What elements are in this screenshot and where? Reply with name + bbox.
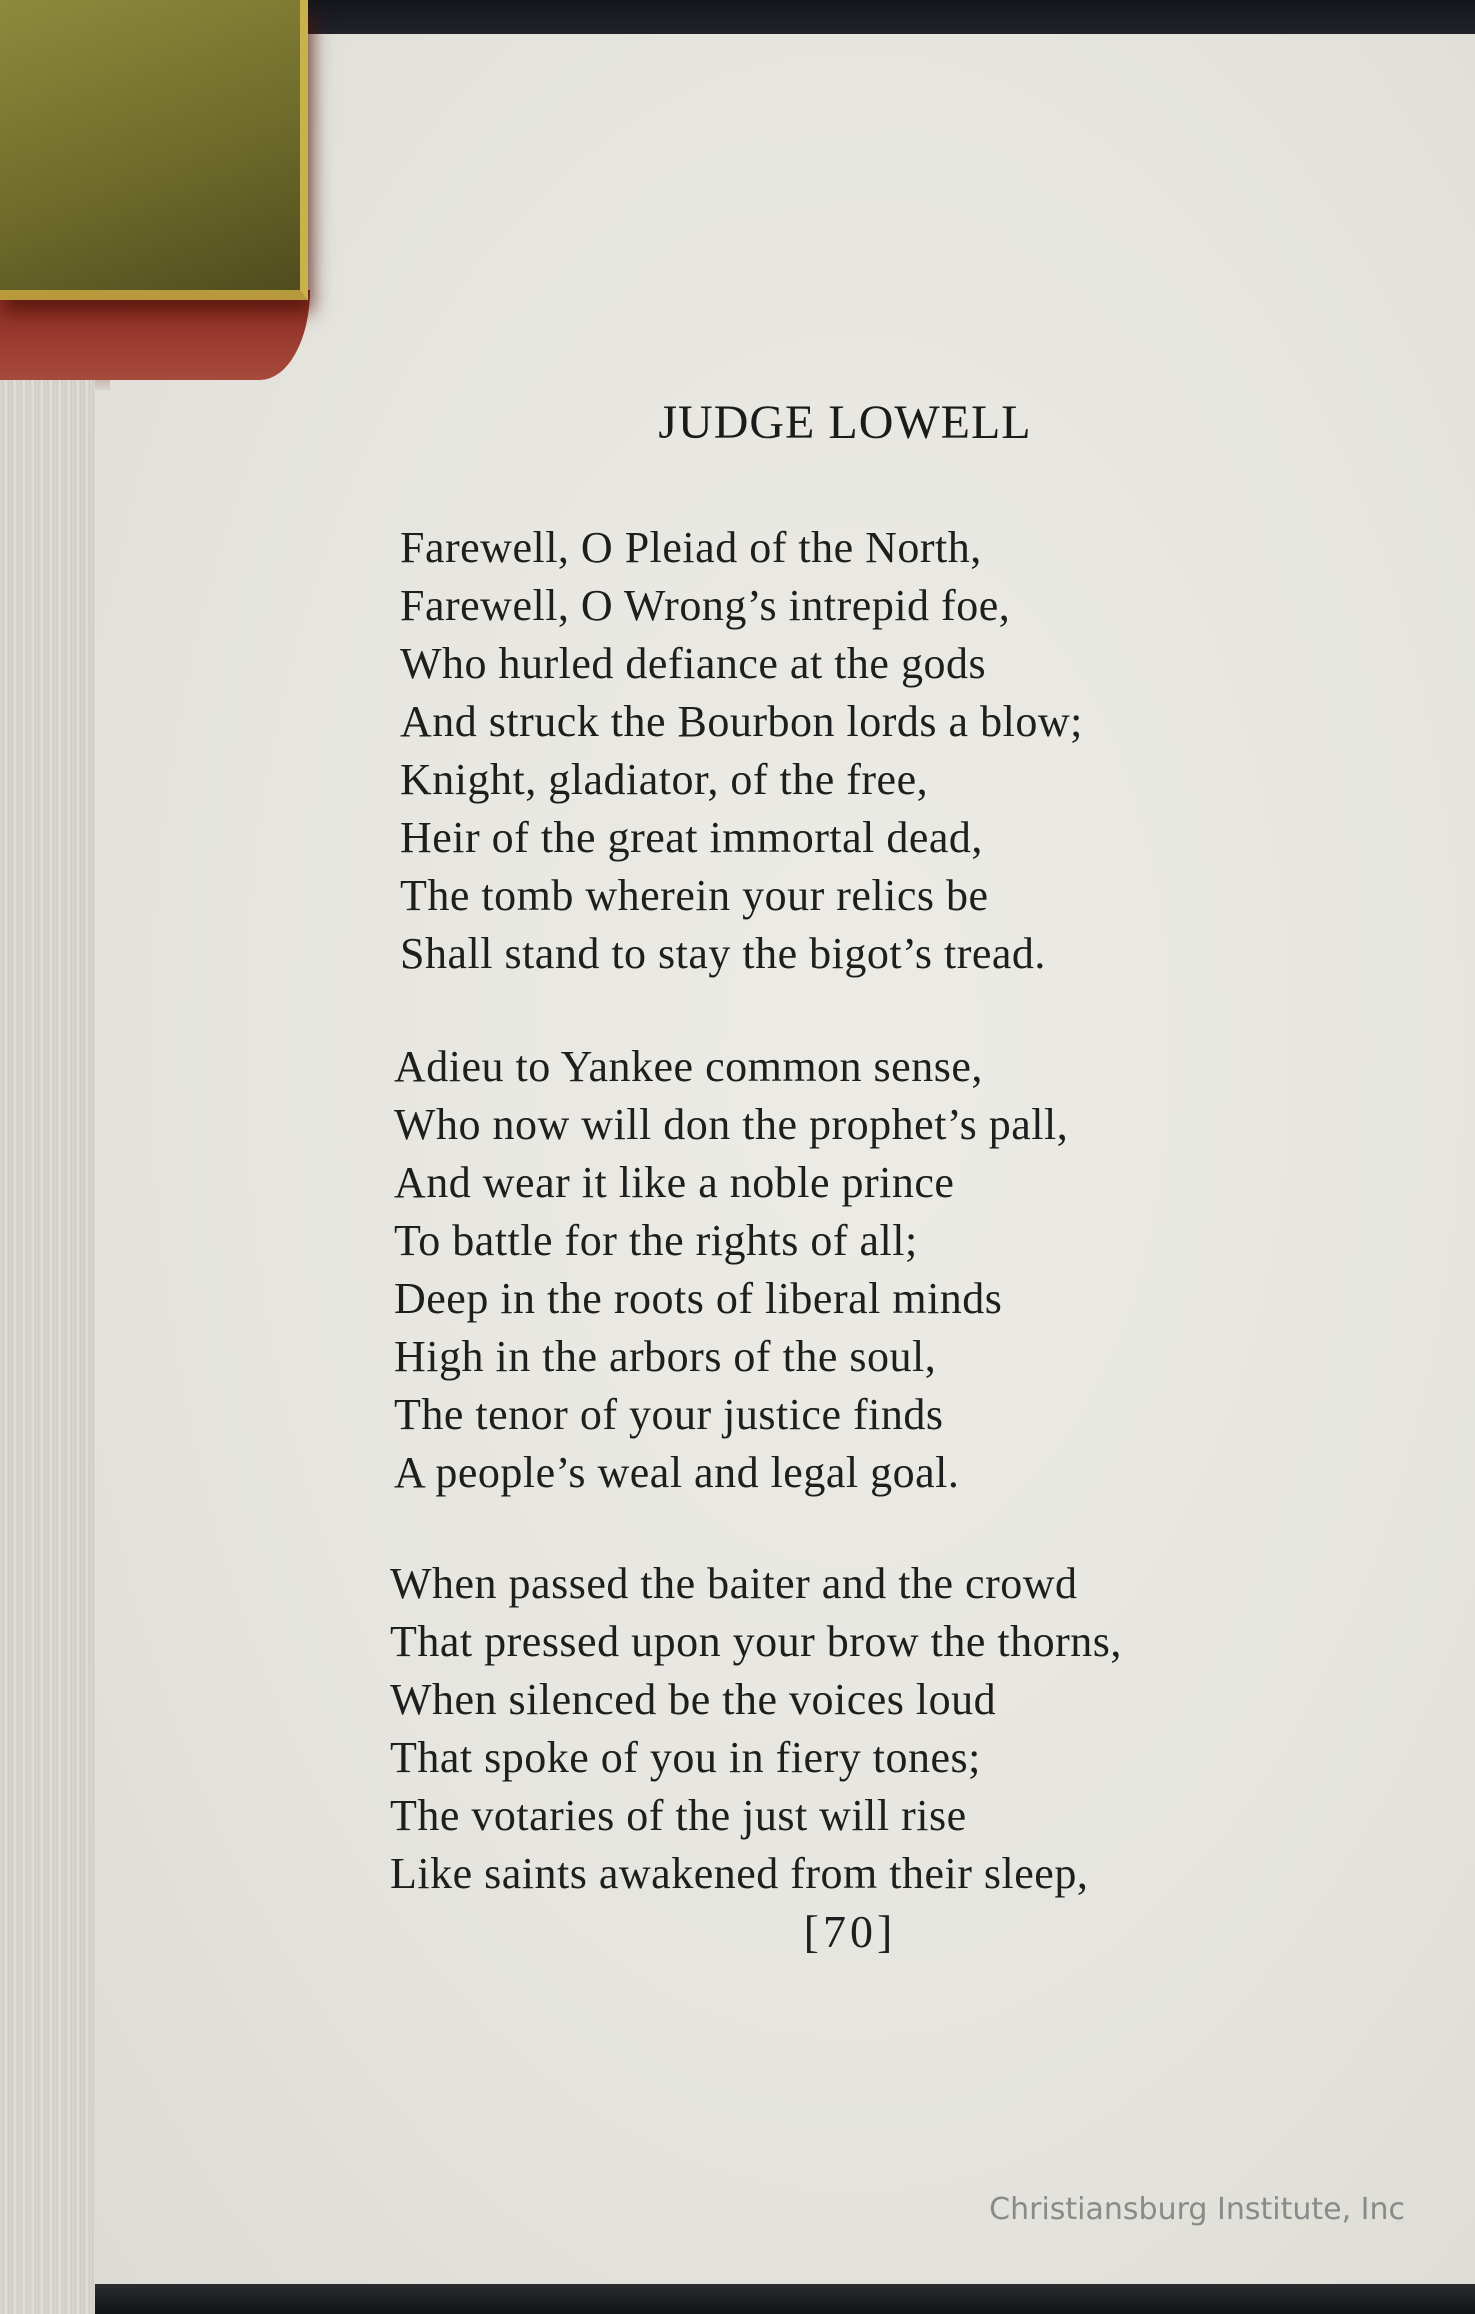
poem-line: When silenced be the voices loud (390, 1675, 997, 1724)
poem-line: Farewell, O Pleiad of the North, (400, 523, 982, 572)
poem-line: Like saints awakened from their sleep, (390, 1849, 1089, 1898)
poem-line: Who now will don the prophet’s pall, (394, 1100, 1069, 1149)
stanza-1 (400, 519, 1083, 983)
page-stack-edge (0, 360, 95, 2314)
poem-line: The tomb wherein your relics be (400, 871, 989, 920)
poem-line: Deep in the roots of liberal minds (394, 1274, 1003, 1323)
poem-line: Knight, gladiator, of the free, (400, 755, 929, 804)
watermark: Christiansburg Institute, Inc (989, 2192, 1405, 2227)
poem-line: A people’s weal and legal goal. (394, 1448, 960, 1497)
poem-line: That spoke of you in fiery tones; (390, 1733, 981, 1782)
poem-line: Adieu to Yankee common sense, (394, 1042, 983, 1091)
poem-line: Shall stand to stay the bigot’s tread. (400, 929, 1046, 978)
poem-line: The votaries of the just will rise (390, 1791, 967, 1840)
page-number: [70] (803, 1906, 897, 1957)
bookmark-shadow (0, 290, 310, 380)
poem-line: The tenor of your justice finds (394, 1390, 944, 1439)
poem-title: JUDGE LOWELL (658, 396, 1032, 449)
book-bottom-edge (95, 2284, 1475, 2314)
bookmark-ribbon (0, 0, 308, 300)
poem-line: Farewell, O Wrong’s intrepid foe, (400, 581, 1011, 630)
poem-line: Heir of the great immortal dead, (400, 813, 983, 862)
stanza-3 (390, 1555, 1122, 1903)
poem-line: To battle for the rights of all; (394, 1216, 918, 1265)
poem-line: Who hurled defiance at the gods (400, 639, 987, 688)
poem-line: And wear it like a noble prince (394, 1158, 955, 1207)
poem-line: High in the arbors of the soul, (394, 1332, 937, 1381)
stanza-2 (394, 1038, 1068, 1502)
poem-line: When passed the baiter and the crowd (390, 1559, 1078, 1608)
poem-line: And struck the Bourbon lords a blow; (400, 697, 1083, 746)
poem-line: That pressed upon your brow the thorns, (390, 1617, 1122, 1666)
